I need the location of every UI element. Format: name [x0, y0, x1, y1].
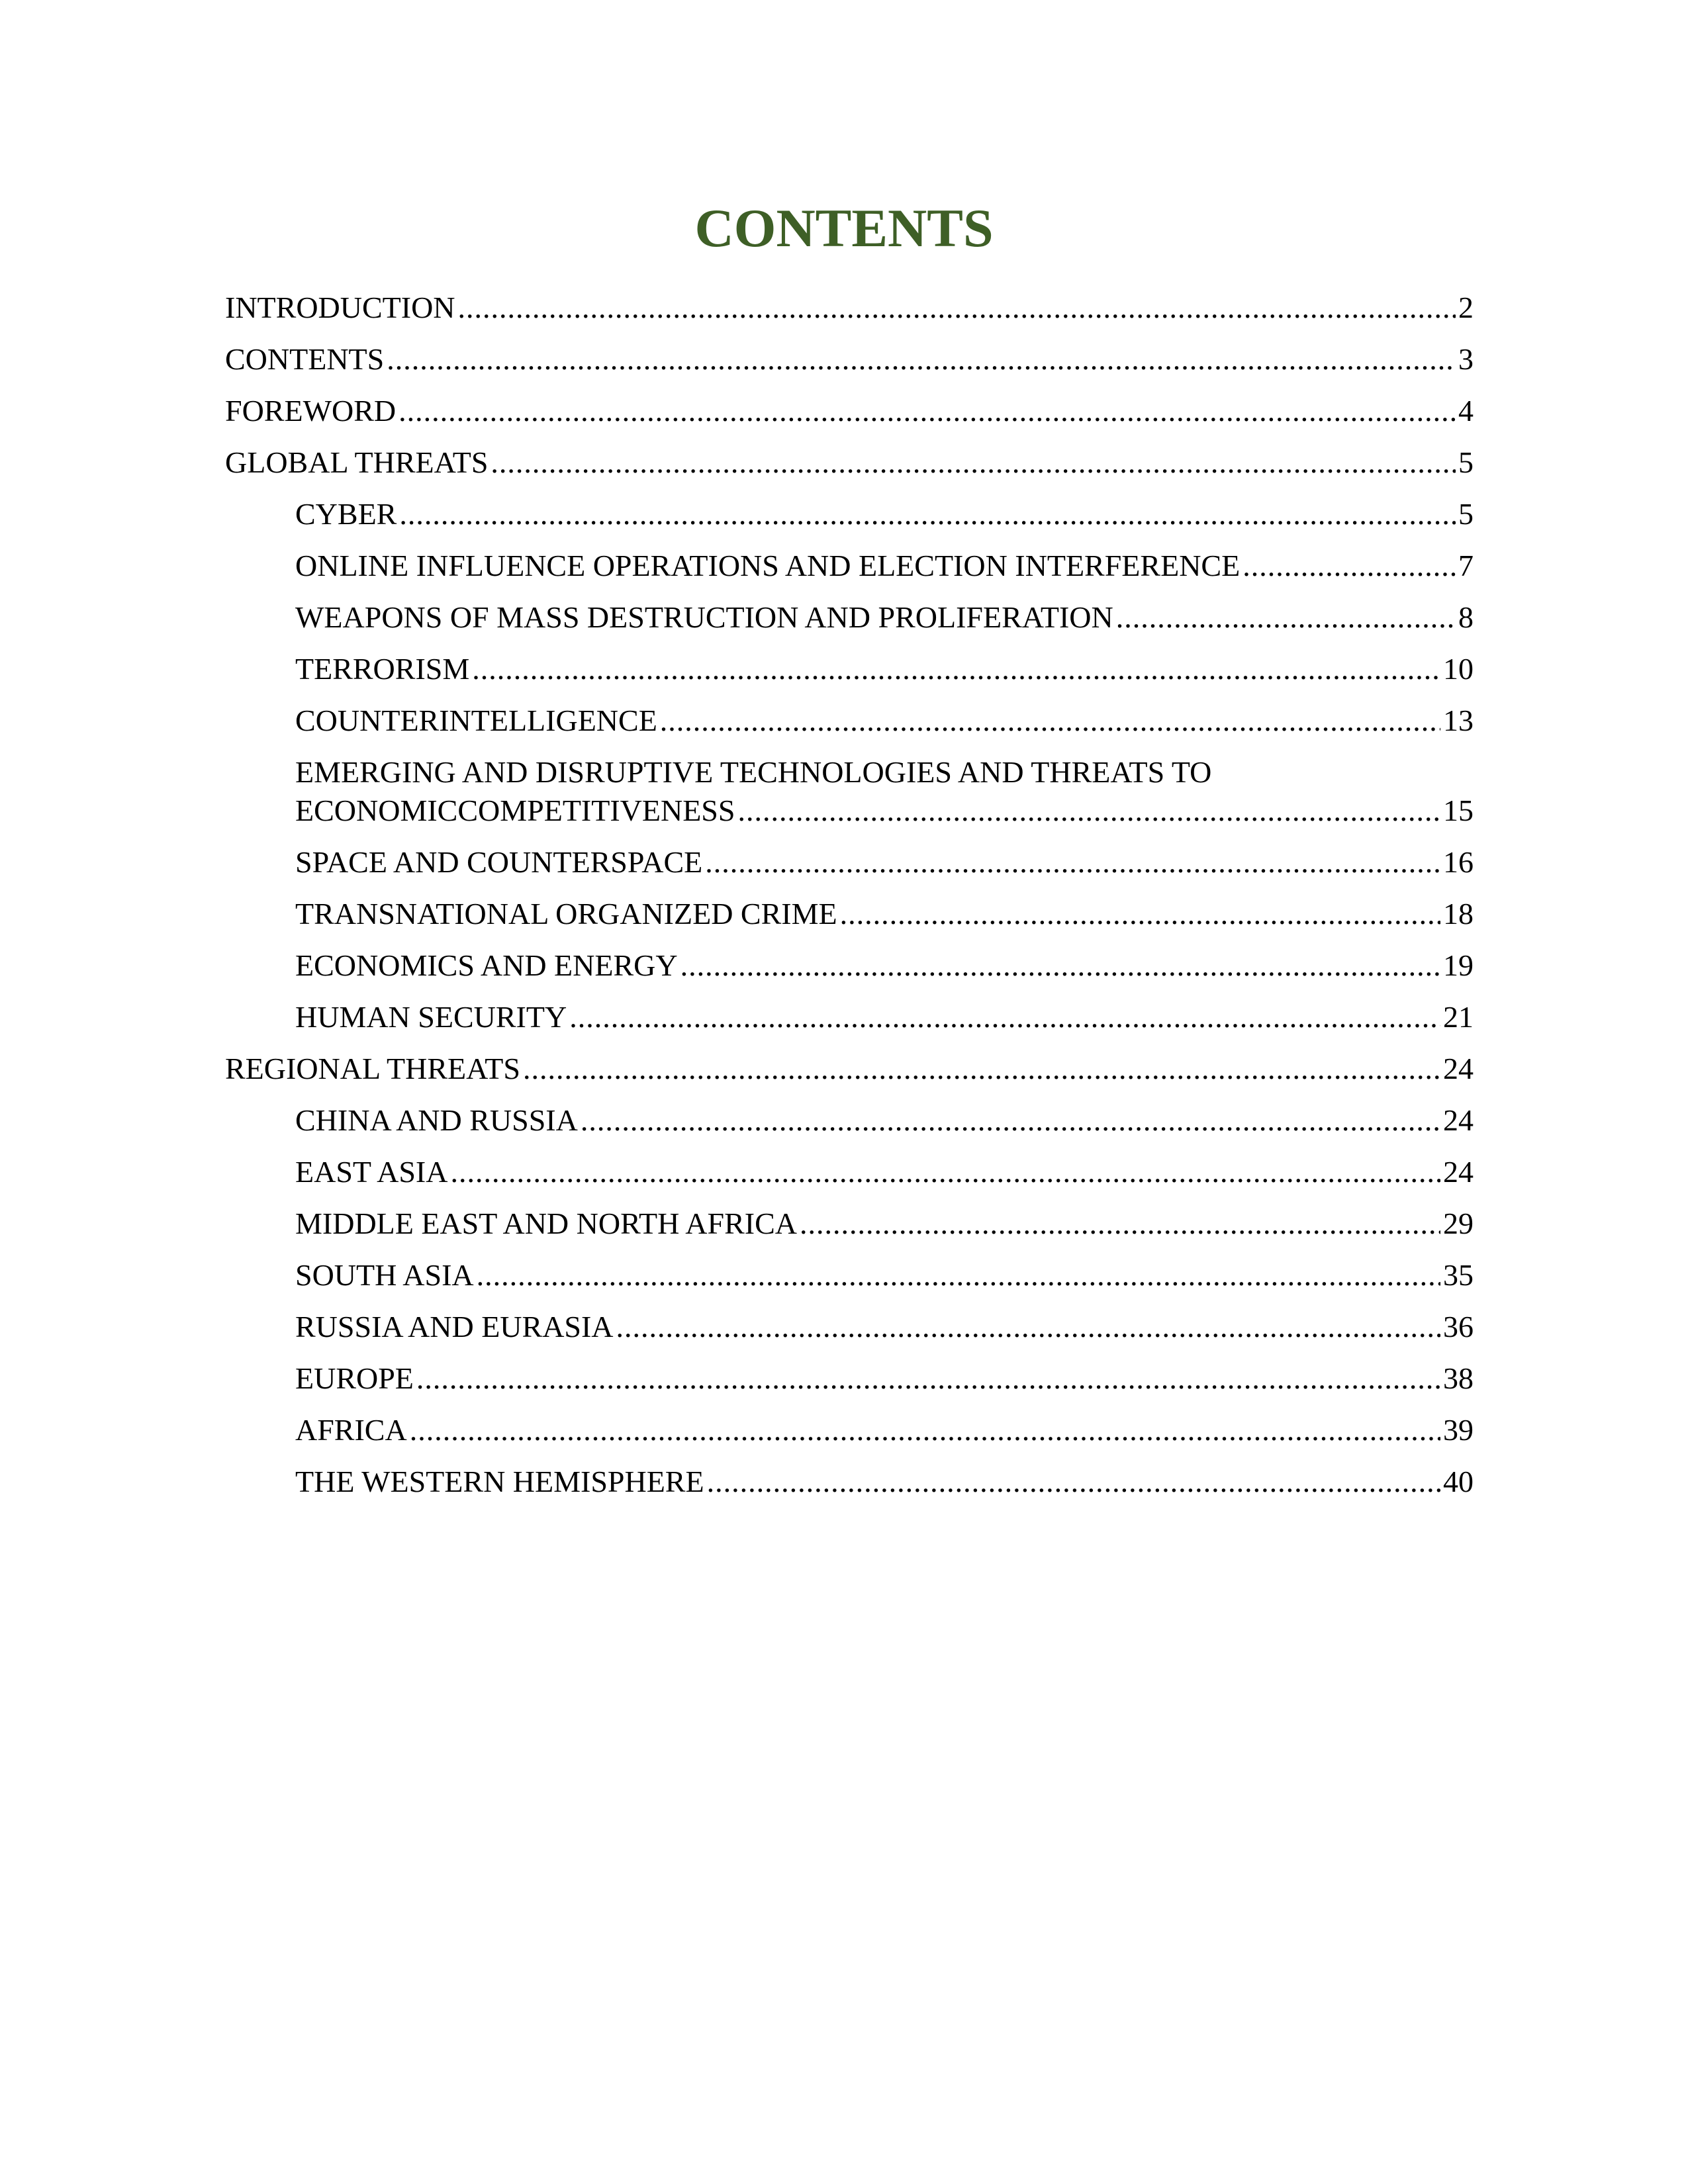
toc-entry[interactable] — [225, 753, 1474, 830]
toc-entry[interactable] — [225, 895, 1474, 933]
toc-entry-label: HUMAN SECURITY — [295, 1000, 567, 1034]
toc-entry[interactable] — [225, 1153, 1474, 1191]
toc-entry-label: WEAPONS OF MASS DESTRUCTION AND PROLIFERATION — [295, 600, 1113, 634]
dot-leader — [660, 702, 1440, 740]
dot-leader — [399, 495, 1456, 533]
dot-leader — [707, 1463, 1440, 1501]
toc-entry-page: 2 — [1458, 291, 1474, 324]
toc-entry-page: 5 — [1458, 497, 1474, 531]
toc-entry[interactable] — [225, 998, 1474, 1036]
toc-entry-label: EUROPE — [295, 1361, 414, 1395]
toc-entry[interactable] — [225, 598, 1474, 637]
toc-entry-label: AFRICA — [295, 1413, 407, 1447]
dot-leader — [387, 340, 1456, 379]
dot-leader — [458, 289, 1456, 327]
dot-leader — [581, 1101, 1440, 1140]
dot-leader — [616, 1308, 1440, 1346]
toc-entry-label: INTRODUCTION — [225, 291, 455, 324]
toc-entry-page: 3 — [1458, 342, 1474, 376]
dot-leader — [491, 443, 1456, 482]
toc-entry[interactable] — [225, 946, 1474, 985]
toc-entry-label: FOREWORD — [225, 394, 397, 428]
toc-entry-label: ECONOMICS AND ENERGY — [295, 948, 678, 982]
toc-entry-label: MIDDLE EAST AND NORTH AFRICA — [295, 1206, 797, 1240]
toc-entry-page: 29 — [1443, 1206, 1474, 1240]
dot-leader — [477, 1256, 1440, 1295]
page-title: CONTENTS — [694, 198, 994, 258]
toc-entry-label: TRANSNATIONAL ORGANIZED CRIME — [295, 897, 837, 931]
toc-entry-label: CYBER — [295, 497, 397, 531]
toc-entry-label: CONTENTS — [225, 342, 385, 376]
dot-leader — [569, 998, 1440, 1036]
toc-entry-page: 19 — [1443, 948, 1474, 982]
toc-entry-page: 21 — [1443, 1000, 1474, 1034]
toc-entry-page: 5 — [1458, 445, 1474, 479]
toc-entry-label: COUNTERINTELLIGENCE — [295, 704, 657, 737]
toc-entry-label: GLOBAL THREATS — [225, 445, 489, 479]
toc-entry-label-line1: EMERGING AND DISRUPTIVE TECHNOLOGIES AND THREATS TO — [295, 755, 1212, 789]
toc-entry-page: 38 — [1443, 1361, 1474, 1395]
toc-entry[interactable] — [225, 1359, 1474, 1398]
toc-entry-page: 16 — [1443, 845, 1474, 879]
toc-entry[interactable] — [225, 495, 1474, 533]
dot-leader — [472, 650, 1440, 688]
toc-entry-page: 7 — [1458, 549, 1474, 582]
dot-leader — [840, 895, 1440, 933]
toc-entry[interactable] — [225, 1256, 1474, 1295]
toc-entry-page: 18 — [1443, 897, 1474, 931]
toc-entry-page: 39 — [1443, 1413, 1474, 1447]
dot-leader — [450, 1153, 1440, 1191]
toc-entry-label: TERRORISM — [295, 652, 470, 686]
toc-entry[interactable] — [225, 1101, 1474, 1140]
toc-entry-label: ECONOMICCOMPETITIVENESS — [295, 794, 735, 827]
toc-entry-page: 13 — [1443, 704, 1474, 737]
dot-leader — [705, 843, 1440, 882]
toc-entry-label: REGIONAL THREATS — [225, 1052, 520, 1085]
toc-entry[interactable] — [225, 443, 1474, 482]
toc-entry-label: CHINA AND RUSSIA — [295, 1103, 578, 1137]
toc-entry-page: 36 — [1443, 1310, 1474, 1343]
toc-entry-label: RUSSIA AND EURASIA — [295, 1310, 614, 1343]
toc-entry-page: 15 — [1443, 794, 1474, 827]
dot-leader — [737, 792, 1440, 830]
dot-leader — [416, 1359, 1440, 1398]
toc-entry-label: SPACE AND COUNTERSPACE — [295, 845, 703, 879]
toc-entry-page: 4 — [1458, 394, 1474, 428]
toc-entry[interactable] — [225, 1205, 1474, 1243]
toc-entry[interactable] — [225, 547, 1474, 585]
toc-entry[interactable] — [225, 1050, 1474, 1088]
toc-entry[interactable] — [225, 289, 1474, 327]
toc-entry[interactable] — [225, 1411, 1474, 1449]
toc-entry-label: THE WESTERN HEMISPHERE — [295, 1465, 704, 1498]
toc-entry-label: EAST ASIA — [295, 1155, 448, 1189]
toc-entry-page: 10 — [1443, 652, 1474, 686]
dot-leader — [1116, 598, 1456, 637]
toc-entry[interactable] — [225, 392, 1474, 430]
toc-entry[interactable] — [225, 650, 1474, 688]
table-of-contents — [225, 289, 1474, 1514]
dot-leader — [800, 1205, 1440, 1243]
dot-leader — [680, 946, 1440, 985]
dot-leader — [410, 1411, 1440, 1449]
toc-entry[interactable] — [225, 702, 1474, 740]
dot-leader — [523, 1050, 1440, 1088]
toc-entry[interactable] — [225, 340, 1474, 379]
toc-entry-page: 8 — [1458, 600, 1474, 634]
toc-entry[interactable] — [225, 1308, 1474, 1346]
toc-entry-page: 24 — [1443, 1052, 1474, 1085]
toc-entry-label: SOUTH ASIA — [295, 1258, 474, 1292]
dot-leader — [1243, 547, 1456, 585]
toc-entry-page: 24 — [1443, 1103, 1474, 1137]
dot-leader — [399, 392, 1456, 430]
toc-entry-label: ONLINE INFLUENCE OPERATIONS AND ELECTION INTERFERENCE — [295, 549, 1241, 582]
toc-entry[interactable] — [225, 1463, 1474, 1501]
toc-entry-page: 35 — [1443, 1258, 1474, 1292]
toc-entry-page: 24 — [1443, 1155, 1474, 1189]
toc-entry-page: 40 — [1443, 1465, 1474, 1498]
toc-entry[interactable] — [225, 843, 1474, 882]
